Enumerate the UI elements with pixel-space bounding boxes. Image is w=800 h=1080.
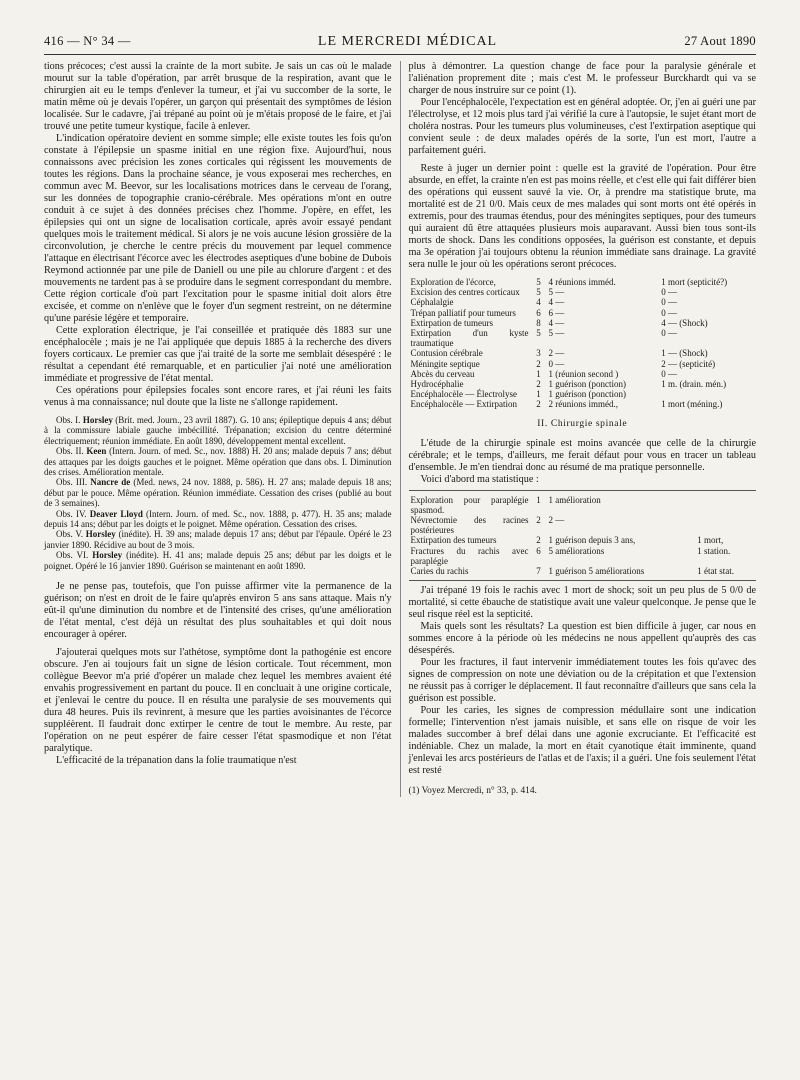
table-cell: 0 — xyxy=(661,368,677,379)
table-row xyxy=(409,308,757,318)
paragraph: Pour les fractures, il faut intervenir immédiatement toutes les fois qu'avec des signes de compression on note une déviation ou de la crépitation et que l'extension ne réussit pas à corriger le déplacement. Il faut reconnaître d'ailleurs que sans cela la guérison est possible. xyxy=(408,657,756,705)
journal-page xyxy=(44,34,756,1064)
table-cell: 1 xyxy=(536,494,541,505)
table-cell: 2 xyxy=(536,535,541,546)
page-header xyxy=(44,34,756,55)
table-cell: Trépan palliatif pour tumeurs xyxy=(410,307,516,318)
table-row xyxy=(409,399,757,409)
table-cell: 1 amélioration xyxy=(548,494,601,505)
table-cell: 2 xyxy=(536,358,541,369)
observation-item: Obs. V. Horsley (inédite). H. 39 ans; malade depuis 17 ans; début par l'épaule. Opéré le 23 janvier 1890. Récidive au bout de 3 mois. xyxy=(44,529,392,550)
footnote: (1) Voyez Mercredi, n° 33, p. 414. xyxy=(408,786,537,797)
table-cell: 6 — xyxy=(548,307,565,318)
table-row xyxy=(409,359,757,369)
journal-title: LE MERCREDI MÉDICAL xyxy=(317,34,498,49)
table-cell: 2 — xyxy=(548,515,565,526)
table-cell: 6 xyxy=(536,307,541,318)
table-cell: 5 xyxy=(536,328,541,339)
table-cell: 1 guérison 5 améliorations xyxy=(548,566,645,577)
table-cell: Méningite septique xyxy=(410,358,480,369)
observation-item: Obs. II. Keen (Intern. Journ. of med. Sc., nov. 1888) H. 20 ans; malade depuis 7 ans; début des attaques par les doigts gauches et le poignet. Même opération que dans obs. I. Diminution des crises. Amélioration mentale. xyxy=(44,446,392,478)
table-row xyxy=(409,369,757,379)
paragraph: J'ajouterai quelques mots sur l'athétose, symptôme dont la pathogénie est encore obscure. J'en ai toujours fait un signe de lésion corticale. Tout récemment, mon collègue Beevor m'a prié d'opérer un malade chez lequel les membres avaient été envahis progressivement en partant du pouce. Il en concluait à une origine corticale, et j'enlevai le centre du pouce. Il en résulta une paralysie de ses mouvements qui dura 48 heures. Puis ils revinrent, à mesure que les parties avoisinantes de l'écorce suppléèrent. Il faudrait donc extirper le centre de tout le membre. Au reste, par l'opération on ne peut espérer de faire cesser l'état spasmodique et non l'état paralytique. xyxy=(44,647,392,755)
paragraph: Mais quels sont les résultats? La question est bien difficile à juger, car nous en sommes encore à la période où les médecins ne nous appellent qu'auprès des cas désespérés. xyxy=(408,621,756,657)
table-row xyxy=(409,297,757,307)
left-column xyxy=(44,61,400,797)
table-cell: 1 mort, xyxy=(697,535,724,546)
table-cell: 7 xyxy=(536,566,541,577)
table-cell: 0 — xyxy=(661,287,677,298)
table-cell xyxy=(659,389,756,399)
table-cell: Extirpation d'un kyste traumatique xyxy=(410,328,529,349)
table-cell: 1 m. (drain. mén.) xyxy=(661,379,727,390)
table-cell: 4 xyxy=(536,297,541,308)
table-row xyxy=(409,287,757,297)
table-cell: Caries du rachis xyxy=(410,566,469,577)
table-cell: 6 xyxy=(536,545,541,556)
table-row xyxy=(409,515,757,535)
table-cell: 0 — xyxy=(548,358,565,369)
table-cell: Hydrocéphalie xyxy=(410,379,464,390)
observation-item: Obs. III. Nancre de (Med. news, 24 nov. 1888, p. 586). H. 27 ans; malade depuis 18 ans; début par le pouce. Même opération. Réunion immédiate. Cessation des crises (publié au bout de 3 semaines). xyxy=(44,477,392,509)
table-cell: 1 mort (septicité?) xyxy=(661,277,728,287)
paragraph: Voici d'abord ma statistique : xyxy=(420,473,539,485)
table-cell: 8 xyxy=(536,317,541,328)
table-cell: 2 — xyxy=(548,348,565,359)
table-cell: 5 — xyxy=(548,287,565,298)
table-cell: Extirpation des tumeurs xyxy=(410,535,497,546)
table-cell: 1 état stat. xyxy=(697,566,734,577)
observation-item: Obs. VI. Horsley (inédite). H. 41 ans; malade depuis 25 ans; début par les doigts et le poignet. Opéré le 16 janvier 1890. Guérison se maintenant en août 1890. xyxy=(44,550,392,571)
table-cell: Fractures du rachis avec paraplégie xyxy=(410,545,529,566)
table-row xyxy=(409,389,757,399)
table-cell: Exploration pour paraplégie spasmod. xyxy=(410,494,529,515)
table-cell: 4 — xyxy=(548,317,565,328)
section-heading: II. Chirurgie spinale xyxy=(537,417,628,429)
table-cell: 2 réunions imméd., xyxy=(548,399,618,410)
table-cell: 2 xyxy=(536,399,541,410)
table-cell: 5 — xyxy=(548,328,565,339)
table-cell: 5 améliorations xyxy=(548,545,605,556)
table-cell: 5 xyxy=(536,287,541,298)
table-cell: 2 xyxy=(536,515,541,526)
paragraph: L'indication opératoire devient en somme simple; elle existe toutes les fois qu'on constate à l'épilepsie un spasme initial en une région fixe. Aujourd'hui, nous connaissons avec précision les zones corticales qui régissent les mouvements de toutes les régions. Dans la prochaine séance, je vous exposerai mes recherches, en commun avec M. Beevor, sur les localisations motrices dans le cerveau de l'orang, sur les données de topographie cranio-cérébrale. Mes opérations m'ont en outre conduit à ce sujet à des données précises chez l'homme. J'opère, en effet, les épilepsies qui ont un signe de localisation corticale, après avoir essayé pendant quelques mois le traitement médical. Si alors je ne vois aucune lésion grossière de la circonvolution, je cherche le centre précis du mouvement par lequel commence l'attaque en électrisant l'écorce avec les électrodes aseptiques d'une bobine de Dubois Reymond actionnée par une pile de Daniell ou une pile au chlorure d'argent : et des mouvements ne tardent pas à se produire dans le segment correspondant du membre. Cette région corticale d'où part l'excitation pour le spasme initial doit alors être excisée, et comme on n'enlève que le foyer d'un segment restreint, on ne détermine qu'une parésie légère et temporaire. xyxy=(44,133,392,324)
table-cell: 1 guérison depuis 3 ans, xyxy=(548,535,636,546)
table-cell: 1 (réunion second ) xyxy=(548,368,619,379)
table-cell: 0 — xyxy=(661,297,677,308)
table-cell: 1 station. xyxy=(697,545,731,556)
table-cell: Névrectomie des racines postérieures xyxy=(410,515,529,536)
table-cell: 1 xyxy=(536,389,541,400)
paragraph: L'étude de la chirurgie spinale est moins avancée que celle de la chirurgie cérébrale; et le temps, d'ailleurs, me ferait défaut pour vous en tracer un tableau d'ensemble. Je m'en tiendrai donc au résumé de ma pratique personnelle. xyxy=(408,437,756,473)
table-cell: 1 xyxy=(536,368,541,379)
table-row xyxy=(409,546,757,566)
table-row xyxy=(409,566,757,576)
issue-date: 27 Aout 1890 xyxy=(684,34,756,48)
table-row xyxy=(409,348,757,358)
table-cell: 4 réunions imméd. xyxy=(548,277,616,287)
table-cell xyxy=(695,495,756,515)
table-cell: 0 — xyxy=(661,328,677,339)
paragraph: Je ne pense pas, toutefois, que l'on puisse affirmer vite la permanence de la guérison; on n'est en droit de le faire qu'après environ 5 ans sans attaque. Mais n'y eût-il qu'une diminution du nombre et de l'intensité des crises, qu'une amélioration de l'état mental, c'est déjà un résultat des plus souhaitables et qui doit nous encourager à opérer. xyxy=(44,581,392,641)
table-cell: Extirpation de tumeurs xyxy=(410,317,493,328)
observations-list xyxy=(44,415,392,571)
table-cell: 1 guérison (ponction) xyxy=(548,379,626,390)
paragraph: Pour les caries, les signes de compression médullaire sont une indication formelle; l'intervention n'est jamais nuisible, et sans elle on risque de voir les malades succomber à bref délai dans une agonie excruciante. Et l'efficacité est indéniable. Chez un malade, la mort en était cyanotique était imminente, quand j'enlevai les arcs postérieurs de l'atlas et de l'axis; il a guéri. Une fois seulement l'état est resté xyxy=(408,705,756,777)
table-cell: 0 — xyxy=(661,307,677,318)
table-cell: 3 xyxy=(536,348,541,359)
table-cell: Céphalalgie xyxy=(410,297,454,308)
cerebral-statistics-table xyxy=(409,277,757,410)
table-cell: Exploration de l'écorce, xyxy=(410,277,496,287)
table-cell: 1 guérison (ponction) xyxy=(548,389,626,400)
table-cell: Abcès du cerveau xyxy=(410,368,475,379)
table-row xyxy=(409,318,757,328)
paragraph: Cette exploration électrique, je l'ai conseillée et pratiquée dès 1883 sur une encéphalocèle ; mais je ne l'ai appliquée que depuis 1885 à la recherche des divers foyers corticaux. Le premier cas que j'ai traité de la sorte me semblait désespéré : le résultat a cependant été remarquable, et en particulier j'ai noté une amélioration immédiate et progressive de l'état mental. xyxy=(44,325,392,384)
spinal-statistics-table xyxy=(409,495,757,577)
table-row xyxy=(409,328,757,348)
table-cell: 1 mort (méning.) xyxy=(661,399,723,410)
table-cell: 5 xyxy=(536,277,541,287)
page-number: 416 — N° 34 — xyxy=(44,34,131,48)
right-column xyxy=(400,61,757,797)
observation-item: Obs. I. Horsley (Brit. med. Journ., 23 avril 1887). G. 10 ans; épileptique depuis 4 ans; début à la commissure labiale gauche imbécillité. Trépanation; excision du centre déterminé électriquement; réunion immédiate. En août 1890, développement mental excellent. xyxy=(44,415,392,446)
paragraph: tions précoces; c'est aussi la crainte de la mort subite. Je sais un cas où le malade mourut sur la table d'opération, par arrêt brusque de la respiration, avant que le chirurgien ait eu le temps d'enlever la tumeur, et j'ai vu succomber de la sorte, le matin même où je devais l'opérer, un garçon qui présentait des symptômes de lésion localisée. Sur le cadavre, j'ai trépané au point où je m'étais proposé de le faire, et j'ai trouvé une petite tumeur kystique, facile à enlever. xyxy=(44,61,392,132)
paragraph: plus à démontrer. La question change de face pour la paralysie générale et l'aliénation proprement dite ; mais c'est M. le professeur Burckhardt qui va se charger de nous instruire sur ce point (1). xyxy=(408,61,756,96)
paragraph: L'efficacité de la trépanation dans la folie traumatique n'est xyxy=(56,755,297,767)
paragraph: J'ai trépané 19 fois le rachis avec 1 mort de shock; soit un peu plus de 5 0/0 de mortalité, si cette ébauche de statistique avait une valeur quelconque. Je pense que le seul risque réel est la septicité. xyxy=(408,585,756,621)
table-row xyxy=(409,535,757,545)
table-cell: 2 — (septicité) xyxy=(661,358,716,369)
table-cell: 1 — (Shock) xyxy=(661,348,708,359)
table-cell: Encéphalocèle — Électrolyse xyxy=(410,389,517,400)
table-cell: 2 xyxy=(536,379,541,390)
table-row xyxy=(409,277,757,287)
paragraph: Reste à juger un dernier point : quelle est la gravité de l'opération. Pour être absurde, en effet, la crainte n'en est pas moins réelle, et c'est elle qui fait différer bien des opérations qui eussent sauvé la vie. Or, à prendre ma statistique brute, ma mortalité est de 21 0/0. Mais ceux de mes malades qui sont morts ont été opérés in extremis, pour des traumas étendus, pour des méningites septiques, pour des tumeurs qui auraient dû être attaquées plusieurs mois auparavant. Aussi bien tous sont-ils morts de shock. Dans les conditions opposées, la guérison est constante, et depuis ma 3e opération j'ai toujours obtenu la réunion immédiate sans drainage. La gravité sera nulle le jour où les opérations seront précoces. xyxy=(408,163,756,270)
table-row xyxy=(409,379,757,389)
observation-item: Obs. IV. Deaver Lloyd (Intern. Journ. of med. Sc., nov. 1888, p. 477). H. 35 ans; malade depuis 14 ans; début par les doigts et le poignet. Même opération. Cessation des crises. xyxy=(44,508,392,530)
table-cell: 4 — (Shock) xyxy=(661,317,708,328)
table-cell: Encéphalocèle — Extirpation xyxy=(410,399,517,410)
table-cell: Excision des centres corticaux xyxy=(410,287,520,298)
table-row xyxy=(409,495,757,515)
table-cell: 4 — xyxy=(548,297,565,308)
paragraph: Pour l'encéphalocèle, l'expectation est en général adoptée. Or, j'en ai guéri une par l'électrolyse, et 12 mois plus tard j'ai vérifié la cure à l'autopsie, le sujet étant mort de choléra nostras. Pour les tumeurs plus volumineuses, c'est l'extirpation aseptique qui convient seule : de deux malades opérés de la sorte, l'un est mort, l'autre a parfaitement guéri. xyxy=(408,97,756,156)
table-cell xyxy=(695,515,756,535)
table-cell: Contusion cérébrale xyxy=(410,348,483,359)
paragraph: Ces opérations pour épilepsies focales sont encore rares, et j'ai réuni les faits venus à ma connaissance; nul doute que la liste ne s'allonge rapidement. xyxy=(44,385,392,408)
